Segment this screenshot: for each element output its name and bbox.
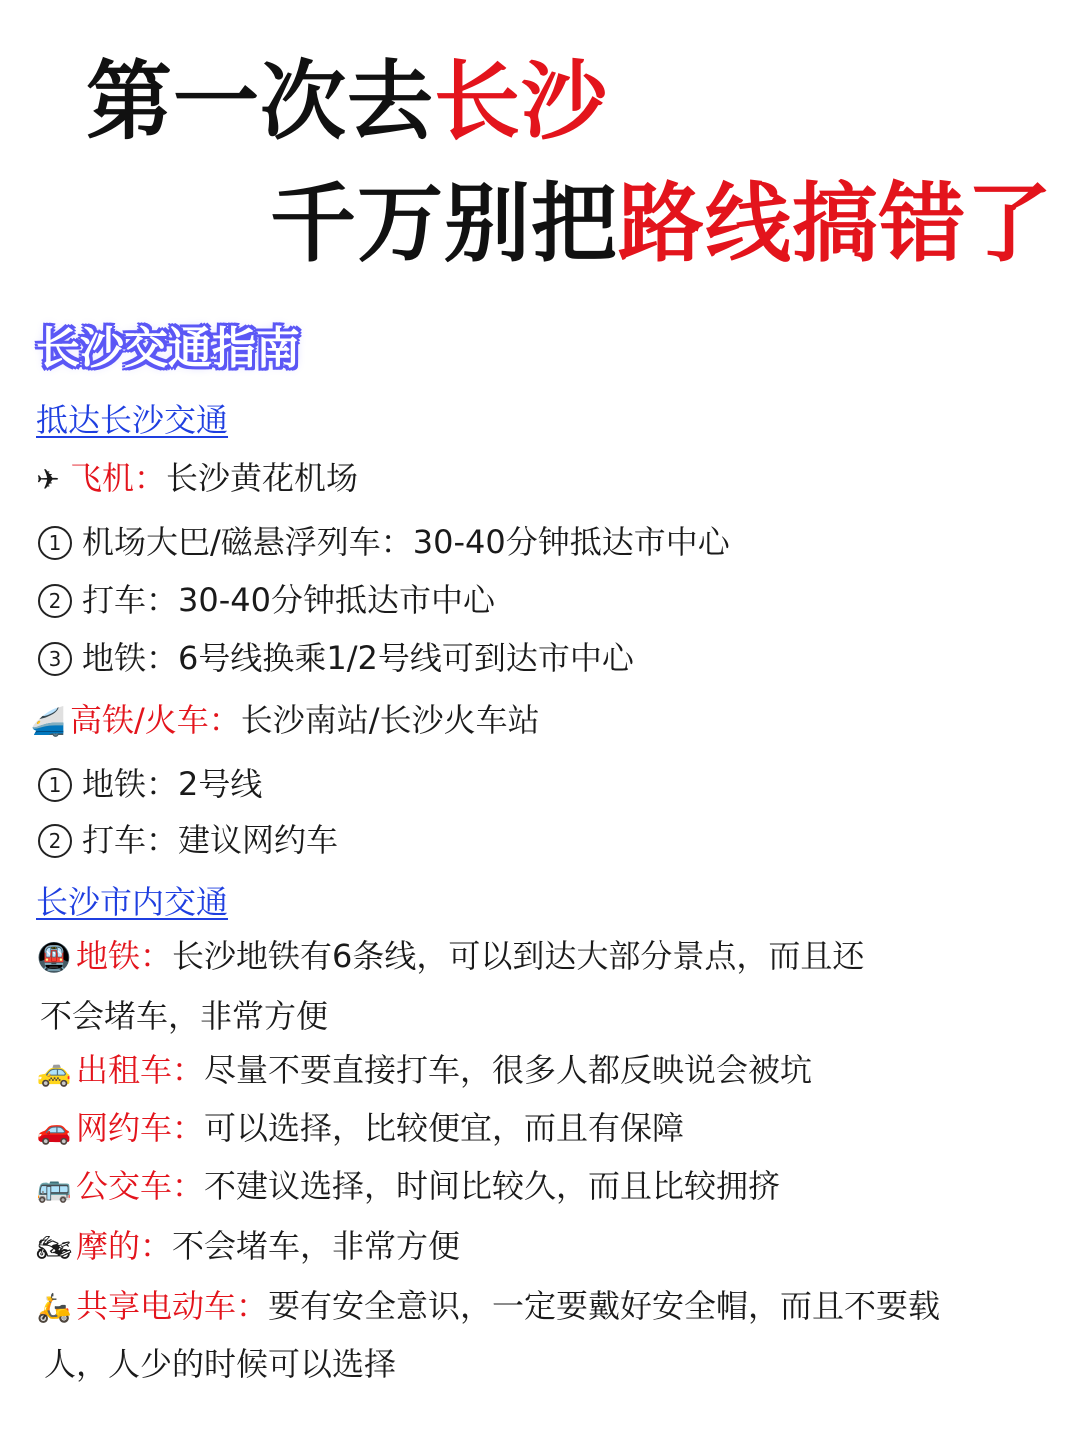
title-black-1: 第一次去 [86, 52, 434, 152]
bus-row [36, 1164, 780, 1210]
plane-row [30, 456, 358, 502]
list-item [38, 762, 262, 806]
list-item [38, 636, 634, 680]
list-item-text: 机场大巴/磁悬浮列车：30-40分钟抵达市中心 [82, 523, 730, 561]
plane-text: 长沙黄花机场 [166, 459, 359, 497]
list-item-text: 地铁：2号线 [82, 765, 263, 803]
circled-number: 1 [38, 526, 72, 560]
train-label: 高铁/火车： [70, 701, 241, 739]
title-red-1: 长沙 [434, 52, 608, 152]
car-icon: 🚗 [36, 1113, 72, 1146]
list-item-text: 打车：建议网约车 [82, 821, 339, 859]
ebike-label: 共享电动车： [76, 1287, 269, 1325]
bus-label: 公交车： [76, 1167, 205, 1205]
airplane-icon: ✈ [36, 463, 60, 496]
metro-row [36, 934, 864, 980]
metro-icon: 🚇 [36, 941, 72, 974]
title-red-2: 路线搞错了 [618, 174, 1053, 274]
guide-badge: 长沙交通指南 [36, 323, 300, 374]
section-heading-city: 长沙市内交通 [36, 883, 229, 921]
taxi-icon: 🚕 [36, 1055, 72, 1088]
plane-label: 飞机： [70, 459, 167, 497]
section-heading-arrival: 抵达长沙交通 [36, 401, 229, 439]
ebike-row [36, 1284, 940, 1330]
taxi-row [36, 1048, 812, 1094]
page-title-line-2 [270, 174, 1053, 274]
list-item [38, 578, 495, 622]
metro-label: 地铁： [76, 937, 173, 975]
page-title-line-1 [86, 52, 608, 152]
ridehail-label: 网约车： [76, 1109, 205, 1147]
high-speed-train-icon: 🚄 [30, 705, 66, 738]
ebike-text-continued: 人，人少的时候可以选择 [44, 1345, 397, 1383]
taxi-label: 出租车： [76, 1051, 205, 1089]
ebike-text: 要有安全意识，一定要戴好安全帽，而且不要载 [268, 1287, 941, 1325]
list-item-text: 地铁：6号线换乘1/2号线可到达市中心 [82, 639, 634, 677]
circled-number: 3 [38, 642, 72, 676]
bus-text: 不建议选择，时间比较久，而且比较拥挤 [204, 1167, 781, 1205]
list-item [38, 818, 338, 862]
circled-number: 2 [38, 824, 72, 858]
circled-number: 1 [38, 768, 72, 802]
motorbike-text: 不会堵车，非常方便 [172, 1227, 461, 1265]
motorcycle-icon: 🏍 [36, 1231, 72, 1264]
bus-icon: 🚌 [36, 1171, 72, 1204]
ridehail-row [36, 1106, 684, 1152]
metro-text: 长沙地铁有6条线，可以到达大部分景点，而且还 [172, 937, 865, 975]
motorbike-label: 摩的： [76, 1227, 173, 1265]
scooter-icon: 🛵 [36, 1291, 72, 1324]
list-item [38, 520, 730, 564]
ridehail-text: 可以选择，比较便宜，而且有保障 [204, 1109, 685, 1147]
circled-number: 2 [38, 584, 72, 618]
title-black-2: 千万别把 [270, 174, 618, 274]
motorbike-row [36, 1224, 460, 1270]
taxi-text: 尽量不要直接打车，很多人都反映说会被坑 [204, 1051, 813, 1089]
train-text: 长沙南站/长沙火车站 [240, 701, 540, 739]
list-item-text: 打车：30-40分钟抵达市中心 [82, 581, 495, 619]
train-row [30, 698, 540, 744]
metro-text-continued: 不会堵车，非常方便 [40, 997, 329, 1035]
